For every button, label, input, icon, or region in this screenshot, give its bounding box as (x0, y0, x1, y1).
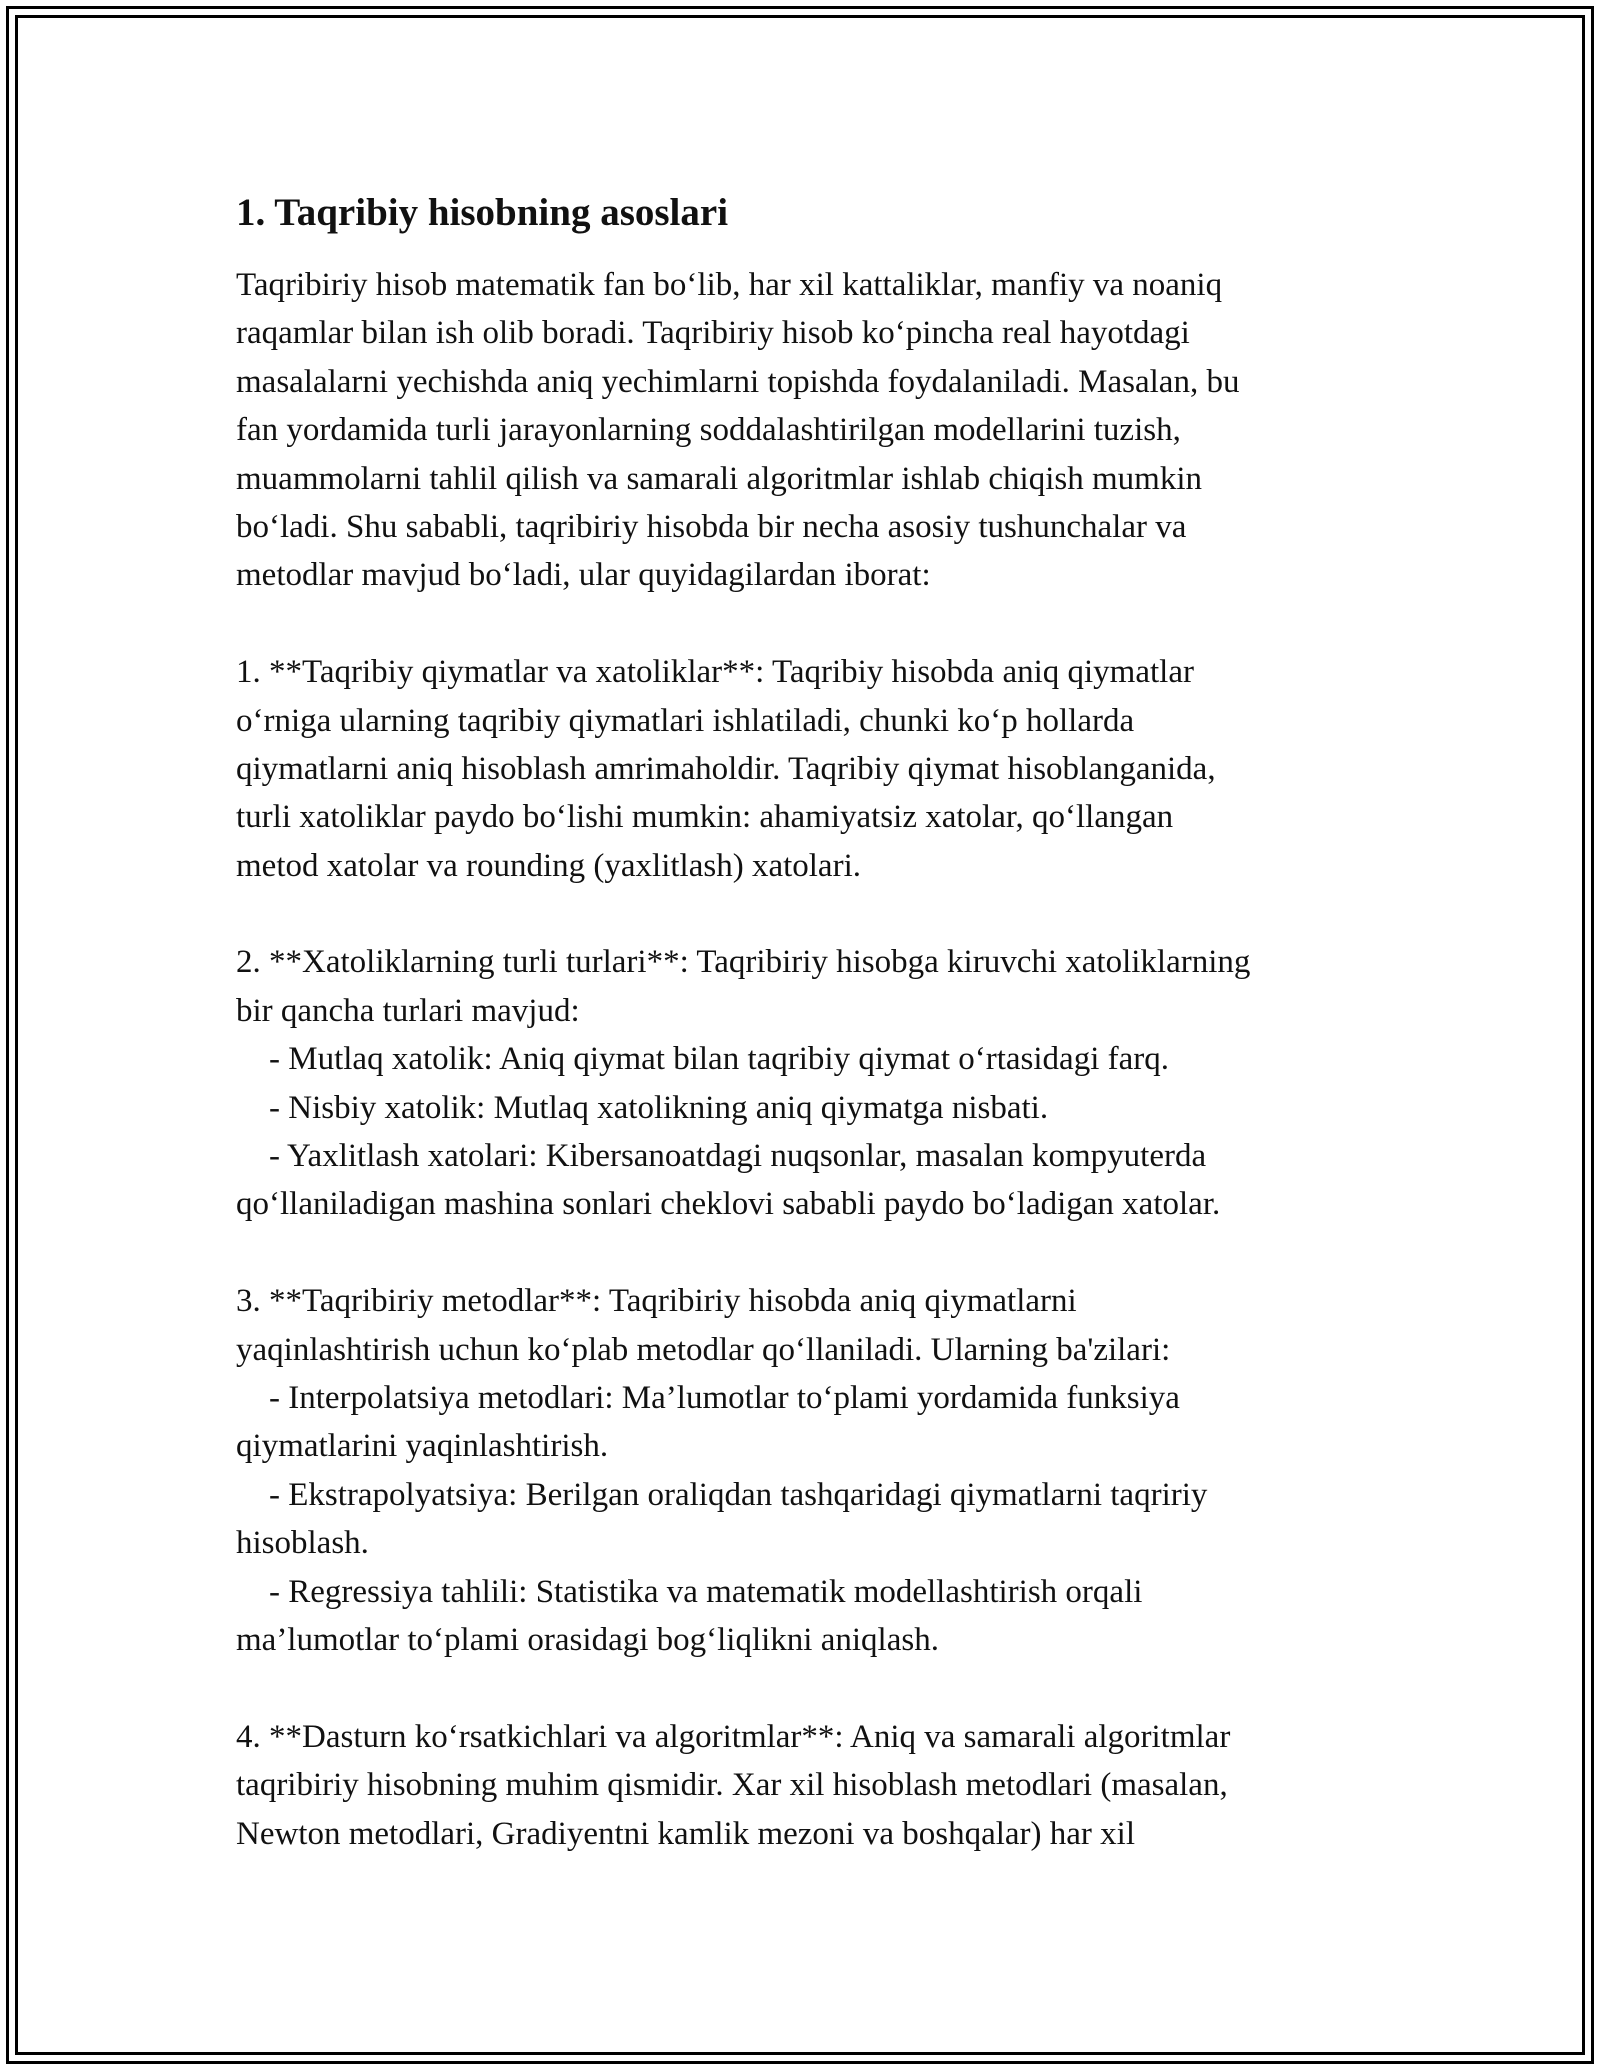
text-line: masalalarni yechishda aniq yechimlarni topishda foydalaniladi. Masalan, bu (236, 363, 1240, 400)
text-line: qiymatlarini yaqinlashtirish. (236, 1428, 609, 1465)
text-line: raqamlar bilan ish olib boradi. Taqribiriy hisob ko‘pincha real hayotdagi (236, 315, 1190, 352)
text-line: metod xatolar va rounding (yaxlitlash) xatolari. (236, 847, 861, 884)
text-line: - Mutlaq xatolik: Aniq qiymat bilan taqribiy qiymat o‘rtasidagi farq. (236, 1041, 1169, 1078)
paragraph (236, 1713, 1396, 1858)
text-line: - Interpolatsiya metodlari: Ma’lumotlar to‘plami yordamida funksiya (236, 1379, 1180, 1416)
paragraph (236, 938, 1396, 1228)
paragraph (236, 261, 1396, 600)
text-line: 1. **Taqribiy qiymatlar va xatoliklar**: Taqribiy hisobda aniq qiymatlar (236, 654, 1194, 691)
text-line: bo‘ladi. Shu sababli, taqribiriy hisobda bir necha asosiy tushunchalar va (236, 508, 1187, 545)
section-heading: 1. Taqribiy hisobning asoslari (236, 191, 729, 234)
text-line: - Regressiya tahlili: Statistika va matematik modellashtirish orqali (236, 1573, 1143, 1610)
paragraph-gap (236, 600, 1396, 648)
text-line: qo‘llaniladigan mashina sonlari cheklovi sababli paydo bo‘ladigan xatolar. (236, 1186, 1221, 1223)
paragraph (236, 648, 1396, 890)
text-line: ma’lumotlar to‘plami orasidagi bog‘liqlikni aniqlash. (236, 1621, 939, 1658)
paragraph (236, 1277, 1396, 1664)
paragraph-gap (236, 1664, 1396, 1712)
text-line: 3. **Taqribiriy metodlar**: Taqribiriy hisobda aniq qiymatlarni (236, 1283, 1077, 1320)
text-line: 4. **Dasturn ko‘rsatkichlari va algoritmlar**: Aniq va samarali algoritmlar (236, 1718, 1231, 1755)
paragraph-gap (236, 890, 1396, 938)
text-line: metodlar mavjud bo‘ladi, ular quyidagilardan iborat: (236, 557, 931, 594)
text-line: taqribiriy hisobning muhim qismidir. Xar xil hisoblash metodlari (masalan, (236, 1767, 1228, 1804)
text-line: o‘rniga ularning taqribiy qiymatlari ishlatiladi, chunki ko‘p hollarda (236, 702, 1135, 739)
text-line: Taqribiriy hisob matematik fan bo‘lib, har xil kattaliklar, manfiy va noaniq (236, 267, 1223, 303)
text-line: fan yordamida turli jarayonlarning soddalashtirilgan modellarini tuzish, (236, 412, 1181, 449)
text-line: yaqinlashtirish uchun ko‘plab metodlar qo‘llaniladi. Ularning ba'zilari: (236, 1331, 1171, 1368)
text-line: qiymatlarni aniq hisoblash amrimaholdir. Taqribiy qiymat hisoblanganida, (236, 750, 1216, 787)
text-line: muammolarni tahlil qilish va samarali algoritmlar ishlab chiqish mumkin (236, 460, 1202, 497)
text-line: - Yaxlitlash xatolari: Kibersanoatdagi nuqsonlar, masalan kompyuterda (236, 1138, 1207, 1175)
text-line: - Nisbiy xatolik: Mutlaq xatolikning aniq qiymatga nisbati. (236, 1089, 1049, 1126)
text-line: bir qancha turlari mavjud: (236, 992, 580, 1029)
text-line: - Ekstrapolyatsiya: Berilgan oraliqdan tashqaridagi qiymatlarni taqririy (236, 1476, 1208, 1513)
text-line: Newton metodlari, Gradiyentni kamlik mezoni va boshqalar) har xil (236, 1815, 1135, 1852)
text-line: turli xatoliklar paydo bo‘lishi mumkin: ahamiyatsiz xatolar, qo‘llangan (236, 799, 1174, 836)
text-line: hisoblash. (236, 1525, 369, 1562)
document-body (236, 187, 1396, 1858)
paragraph-gap (236, 1229, 1396, 1277)
text-line: 2. **Xatoliklarning turli turlari**: Taqribiriy hisobga kiruvchi xatoliklarning (236, 944, 1251, 981)
paragraph-container (236, 261, 1396, 1858)
